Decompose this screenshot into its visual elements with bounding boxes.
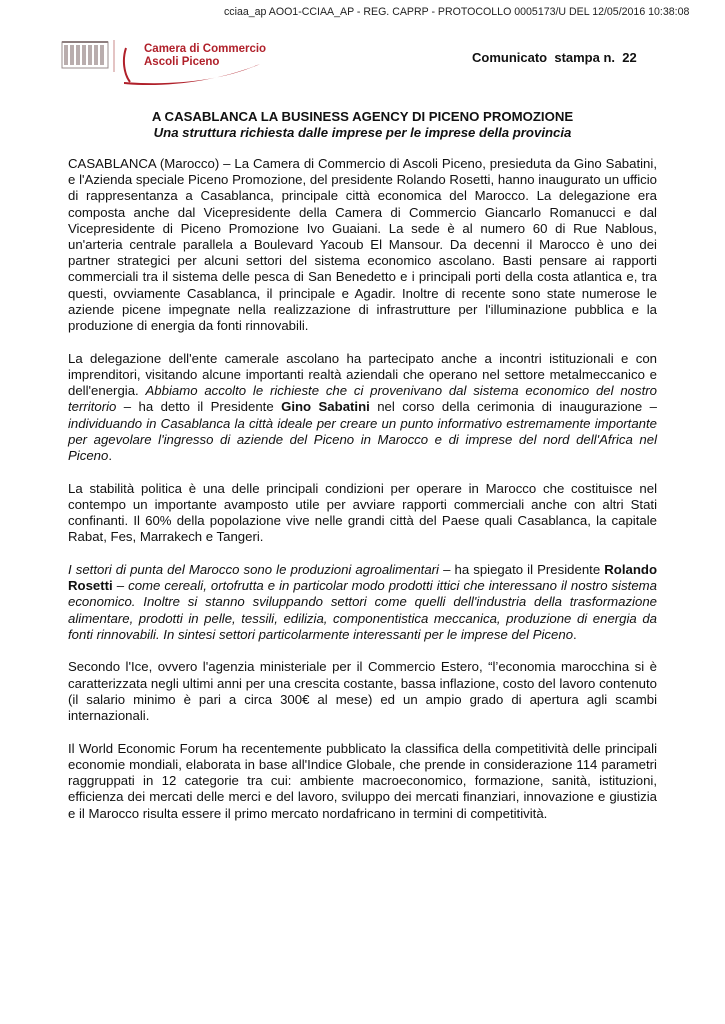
paragraph-1: CASABLANCA (Marocco) – La Camera di Commercio di Ascoli Piceno, presieduta da Gino Sabatini, e l'Azienda speciale Piceno Promozione, del presidente Rolando Rosetti, hanno inaugurato un ufficio di rappresentanza a Casablanca, principale città economica del Marocco. La delegazione era composta anche dal Vicepresidente della Camera di Commercio Giancarlo Romanucci e dal Vicepresidente di Piceno Promozione Ivo Guaiani. La sede è al numero 60 di Rue Nablous, un'arteria centrale parallela a Boulevard Yacoub El Mansour. Da decenni il Marocco è uno dei partner strategici per alcuni settori del sistema economico ascolano. Basti pensare ai rapporti commerciali tra il sistema delle pesca di San Benedetto e i principali porti della costa atlantica e, tra questi, ovviamente Casablanca, il principale e Agadir. Inoltre di recente sono state numerose le aziende picene impegnate nella realizzazione di infrastrutture per l'illuminazione pubblica e la produzione di energia da fonti rinnovabili.	[68, 156, 657, 334]
chamber-logo	[60, 36, 270, 92]
p2-text-b: – ha detto il Presidente	[116, 399, 282, 415]
p4-quote-a: I settori di punta del Marocco sono le produzioni agroalimentari	[68, 561, 439, 577]
p4-text-b: –	[112, 578, 129, 594]
p4-text-a: – ha spiegato il Presidente	[439, 561, 605, 577]
logo-line-2: Ascoli Piceno	[144, 55, 220, 68]
logo-wordmark	[144, 43, 266, 68]
p2-quote-a: Abbiamo accolto le richieste che ci provenivano dal sistema economico del nostro territorio	[68, 383, 658, 415]
protocol-stamp: cciaa_ap AOO1-CCIAA_AP - REG. CAPRP - PROTOCOLLO 0005173/U DEL 12/05/2016 10:38:08	[224, 6, 690, 18]
communique-number: Comunicato stampa n. 22	[472, 50, 637, 65]
p2-president-name: Gino Sabatini	[281, 399, 370, 415]
headline-block	[68, 109, 657, 141]
p4-quote-b: come cereali, ortofrutta e in particolar modo prodotti ittici che interessano il nostro sistema economico. Inoltre si stanno sviluppando settori come quelli dell'industria della trasformazione alimentare, prodotti in pelle, tessili, edilizia, componentistica meccanica, produzione di energia da fonti rinnovabili. In sintesi settori particolarmente interessanti per le imprese del Piceno	[68, 578, 657, 642]
paragraph-6: Il World Economic Forum ha recentemente pubblicato la classifica della competitività delle principali economie mondiali, elaborata in base all'Indice Globale, che prende in considerazione 114 parametri raggruppati in 12 categorie tra cui: ambiente macroeconomico, formazione, sanità, istituzioni, efficienza dei mercati delle merci e del lavoro, sviluppo dei mercati finanziari, innovazione e giustizia e il Marocco risulta essere il primo mercato nordafricano in termini di competitività.	[68, 740, 657, 821]
p4-text-c: .	[573, 626, 577, 642]
paragraph-5: Secondo l'Ice, ovvero l'agenzia ministeriale per il Commercio Estero, “l’economia marocchina si è caratterizzata negli ultimi anni per una crescita costante, bassa inflazione, costo del lavoro contenuto (il salario minimo è pari a circa 300€ al mese) ed un ampio grado di apertura agli scambi internazionali.	[68, 659, 657, 724]
p2-text-c: nel corso della cerimonia di inaugurazione –	[369, 399, 657, 415]
p2-text-d: .	[108, 447, 112, 463]
p2-quote-b: individuando in Casablanca la città ideale per creare un punto informativo estremamente importante per agevolare l'ingresso di aziende del Piceno in Marocco e di imprese del nord dell'Africa nel Piceno	[68, 415, 657, 463]
p4-president-name: Rolando Rosetti	[68, 561, 657, 594]
paragraph-2	[68, 351, 657, 464]
p2-text-a: La delegazione dell'ente camerale ascolano ha partecipato anche a incontri istituzionali e con imprenditori, visitando alcune importanti realtà aziendali che operano nel settore metalmeccanico e dell'energia.	[68, 350, 657, 399]
paragraph-4	[68, 562, 657, 643]
page-title: A CASABLANCA LA BUSINESS AGENCY DI PICENO PROMOZIONE	[151, 109, 574, 124]
logo-line-1: Camera di Commercio	[144, 43, 267, 55]
article-body	[68, 156, 657, 838]
page-subtitle: Una struttura richiesta dalle imprese per le imprese della provincia	[153, 125, 572, 140]
paragraph-3: La stabilità politica è una delle principali condizioni per operare in Marocco che costituisce nel contempo un importante avamposto utile per avviare rapporti commerciali anche con altri Stati confinanti. Il 60% della popolazione vive nelle grandi città del Paese quali Casablanca, la capitale Rabat, Fes, Marrakech e Tangeri.	[68, 480, 657, 545]
